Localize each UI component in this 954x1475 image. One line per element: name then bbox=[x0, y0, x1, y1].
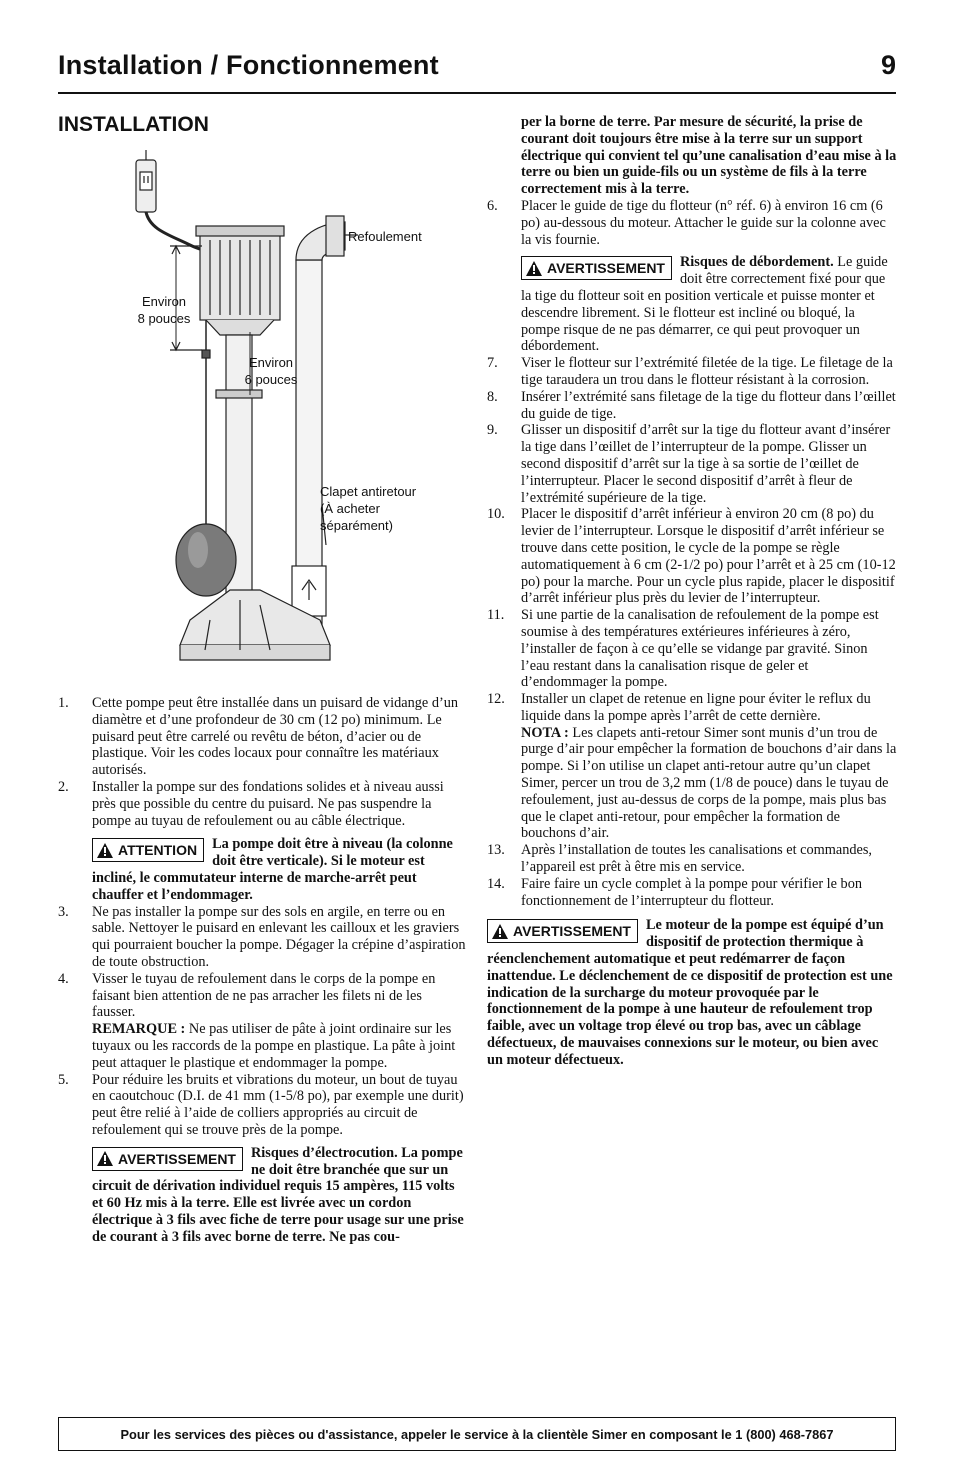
label-clapet-line3: séparément) bbox=[320, 518, 393, 533]
item-text: Placer le guide de tige du flotteur (n° réf. 6) à environ 16 cm (6 po) au-dessous du moteur. Attacher le guide sur la colonne avec la vis fournie. bbox=[521, 197, 886, 248]
item-text: Glisser un dispositif d’arrêt sur la tige du flotteur avant d’insérer la tige dans l’œillet de l’interrupteur de la pompe. Glisser un second dispositif d’arrêt sur la tige à sa sortie de l’œillet de l’interrupteur. Placer le second dispositif d’arrêt à fleur de l’extrémité supérieure de la tige. bbox=[521, 422, 891, 506]
item-number: 11. bbox=[487, 607, 505, 624]
list-item-12 bbox=[487, 691, 897, 842]
label-environ-8-line2: 8 pouces bbox=[137, 311, 191, 326]
item-text: Si une partie de la canalisation de refoulement de la pompe est soumise à des températures extérieures inférieures à zéro, l’installer de façon à ce qu’elle se vidange par gravité. Sinon l’eau restant dans la canalisation risque de geler et d’endommager la pompe. bbox=[521, 607, 879, 691]
item-number: 13. bbox=[487, 842, 505, 859]
page-number: 9 bbox=[880, 50, 896, 80]
discharge-pipe bbox=[292, 216, 345, 650]
list-item-9 bbox=[487, 422, 897, 506]
footer-text: Pour les services des pièces ou d'assistance, appeler le service à la clientèle Simer en composant le 1 (800) 468-7867 bbox=[120, 1426, 834, 1442]
continued-warning-text: per la borne de terre. Par mesure de sécurité, la prise de courant doit toujours être mise à la terre sur un support électrique qui convient tel qu’une canalisation d’eau mise à la terre ou bien un guide-fils ou un système de fils à la terre correctement mis à la terre. bbox=[521, 114, 897, 198]
nota-text: Les clapets anti-retour Simer sont munis d’un trou de purge d’air pour empêcher la formation de bouchons d’air dans la pompe. Si l’on utilise un clapet anti-retour autre qu’un clapet Simer, percer un trou de 3,2 mm (1/8 de pouce) dans le tuyau de refoulement, just au-dessus de corps de la pompe, mais plus bas que le clapet anti-retour, pour empêcher la formation de bouchons d’air. bbox=[521, 724, 897, 842]
item-number: 1. bbox=[58, 695, 69, 711]
warning-label: AVERTISSEMENT bbox=[118, 1150, 236, 1167]
warning-triangle-icon bbox=[97, 843, 113, 858]
item-number: 5. bbox=[58, 1071, 69, 1088]
list-item-7 bbox=[487, 355, 897, 389]
label-clapet bbox=[320, 483, 416, 534]
item-number: 8. bbox=[487, 388, 498, 405]
label-refoulement: Refoulement bbox=[348, 229, 422, 244]
section-title: INSTALLATION bbox=[58, 113, 209, 136]
warning-badge bbox=[487, 919, 638, 943]
item-text: Après l’installation de toutes les canalisations et commandes, l’appareil est prêt à être mis en service. bbox=[521, 842, 872, 876]
list-item-2 bbox=[58, 779, 468, 829]
item-text: Faire faire un cycle complet à la pompe pour vérifier le bon fonctionnement de l’interrupteur du flotteur. bbox=[521, 875, 862, 909]
item-number: 12. bbox=[487, 691, 505, 708]
item-number: 3. bbox=[58, 903, 69, 920]
warning-triangle-icon bbox=[492, 924, 508, 939]
list-item-4 bbox=[58, 971, 468, 1072]
item-number: 9. bbox=[487, 422, 498, 439]
item-number: 6. bbox=[487, 197, 498, 214]
label-clapet-line1: Clapet antiretour bbox=[320, 484, 417, 499]
item-number: 10. bbox=[487, 506, 505, 523]
list-item-1 bbox=[58, 695, 468, 779]
motor-shape bbox=[196, 226, 284, 335]
list-item-11 bbox=[487, 607, 897, 691]
list-item-6 bbox=[487, 198, 897, 248]
plug-icon bbox=[136, 150, 156, 212]
list-item-5 bbox=[58, 1072, 468, 1139]
attention-badge bbox=[92, 838, 204, 862]
label-environ-6-line1: Environ bbox=[248, 355, 294, 370]
electrocution-warning bbox=[92, 1145, 468, 1246]
warning-label: AVERTISSEMENT bbox=[513, 923, 631, 940]
attention-text: La pompe doit être à niveau (la colonne doit être verticale). Si le moteur est incliné, le commutateur interne de marche-arrêt peut chauffer et l’endommager. bbox=[92, 836, 453, 903]
item-text: Installer un clapet de retenue en ligne pour éviter le reflux du liquide dans la pompe après l’arrêt de cette dernière. bbox=[521, 691, 871, 724]
thermal-warning-text: Le moteur de la pompe est équipé d’un dispositif de protection thermique à réenclenchement automatique et peut redémarrer de façon inattendue. Le déclenchement de ce dispositif de protection est une indication de la surcharge du moteur provoquée par le fonctionnement de la pompe à une hauteur de refoulement trop faible, avec un voltage trop élevé ou trop bas, avec un câblage défectueux, de mauvaises connexions sur le moteur, ou bien avec un moteur défectueux. bbox=[487, 917, 893, 1068]
item-text: Cette pompe peut être installée dans un puisard de vidange d’un diamètre et d’une profondeur de 30 cm (12 po) minimum. Le puisard peut être carrelé ou revêtu de béton, d’acier ou de plastique. Voir les codes locaux pour connaître les matériaux autorisés. bbox=[92, 695, 459, 779]
warning-badge bbox=[92, 1147, 243, 1171]
item-text: Ne pas installer la pompe sur des sols en argile, en terre ou en sable. Nettoyer le puisard en enlevant les cailloux et les graviers qui pourraient boucher la pompe. Dégager la crépine d’aspiration de toute obstruction. bbox=[92, 903, 466, 970]
page-header-title: Installation / Fonctionnement bbox=[58, 50, 439, 80]
item-text: Installer la pompe sur des fondations solides et à niveau aussi près que possible du centre du puisard. Ne pas suspendre la pompe au tuyau de refoulement ou au câble électrique. bbox=[92, 778, 444, 829]
footer-contact-box bbox=[58, 1417, 896, 1451]
item-text: Pour réduire les bruits et vibrations du moteur, un bout de tuyau en caoutchouc (D.I. de 41 mm (1-5/8 po), par exemple une durit) peut être relié à l’aide de colliers appropriés au circuit de refoulement qui se trouve près de la pompe. bbox=[92, 1071, 464, 1138]
item-number: 14. bbox=[487, 875, 505, 892]
list-item-13 bbox=[487, 842, 897, 876]
list-item-8 bbox=[487, 389, 897, 423]
nota-label: NOTA : bbox=[521, 724, 569, 741]
warning-triangle-icon bbox=[97, 1151, 113, 1166]
label-clapet-line2: (À acheter bbox=[320, 501, 380, 516]
list-item-14 bbox=[487, 876, 897, 910]
item-text: Viser le flotteur sur l’extrémité filetée de la tige. Le filetage de la tige taraudera un trou dans le flotteur résistant à la corrosion. bbox=[521, 355, 893, 388]
attention-label: ATTENTION bbox=[118, 842, 198, 859]
thermal-warning bbox=[487, 917, 897, 1068]
overflow-warning bbox=[521, 254, 897, 355]
item-text: Insérer l’extrémité sans filetage de la tige du flotteur dans l’œillet du guide de tige. bbox=[521, 388, 896, 422]
list-item-3 bbox=[58, 904, 468, 971]
warning-triangle-icon bbox=[526, 261, 542, 276]
item-number: 7. bbox=[487, 355, 498, 372]
header-rule bbox=[58, 92, 896, 94]
item-number: 4. bbox=[58, 970, 69, 987]
left-column bbox=[58, 695, 468, 1246]
float-shape bbox=[176, 524, 236, 596]
item-text: Visser le tuyau de refoulement dans le corps de la pompe en faisant bien attention de ne pas arracher les filets ni de les fausser. bbox=[92, 970, 436, 1021]
remark-text: Ne pas utiliser de pâte à joint ordinaire sur les tuyaux ou les raccords de la pompe en plastique. La pâte à joint peut attaquer le plastique et endommager la pompe. bbox=[92, 1021, 456, 1071]
overflow-warning-title: Risques de débordement. bbox=[679, 254, 834, 271]
electrocution-warning-text: Risques d’électrocution. La pompe ne doit être branchée que sur un circuit de dérivation individuel requis 15 ampères, 115 volts et 60 Hz mis à la terre. Elle est livrée avec un cordon électrique à 3 fils avec fiche de terre pour usage sur une prise de courant à 3 fils avec borne de terre. Ne pas cou- bbox=[92, 1144, 464, 1245]
overflow-warning-text: Le guide doit être correctement fixé pour que la tige du flotteur soit en position verticale et puisse monter et descendre librement. Si le flotteur est incliné ou bloqué, la pompe risque de ne pas démarrer, ce qui peut provoquer un débordement. bbox=[521, 254, 888, 355]
label-environ-8-line1: Environ bbox=[141, 294, 187, 309]
attention-notice bbox=[92, 836, 468, 903]
remark-label: REMARQUE : bbox=[92, 1021, 186, 1038]
right-column bbox=[487, 114, 897, 1069]
label-environ-6 bbox=[240, 354, 302, 388]
label-environ-6-line2: 6 pouces bbox=[244, 372, 298, 387]
warning-badge bbox=[521, 256, 672, 280]
item-number: 2. bbox=[58, 778, 69, 795]
warning-label: AVERTISSEMENT bbox=[547, 260, 665, 277]
list-item-10 bbox=[487, 506, 897, 607]
label-environ-8 bbox=[134, 293, 194, 327]
item-text: Placer le dispositif d’arrêt inférieur à environ 20 cm (8 po) du levier de l’interrupteur. Lorsque le dispositif d’arrêt inférieur se trouve dans cette position, le cycle de la pompe se règle automatiquement à 6 cm (2-1/2 po) pour l’arrêt et à 25 cm (10-12 po) pour la marche. Pour un cycle plus rapide, placer le dispositif d’arrêt inférieur plus près du levier de l’interrupteur. bbox=[521, 506, 896, 607]
